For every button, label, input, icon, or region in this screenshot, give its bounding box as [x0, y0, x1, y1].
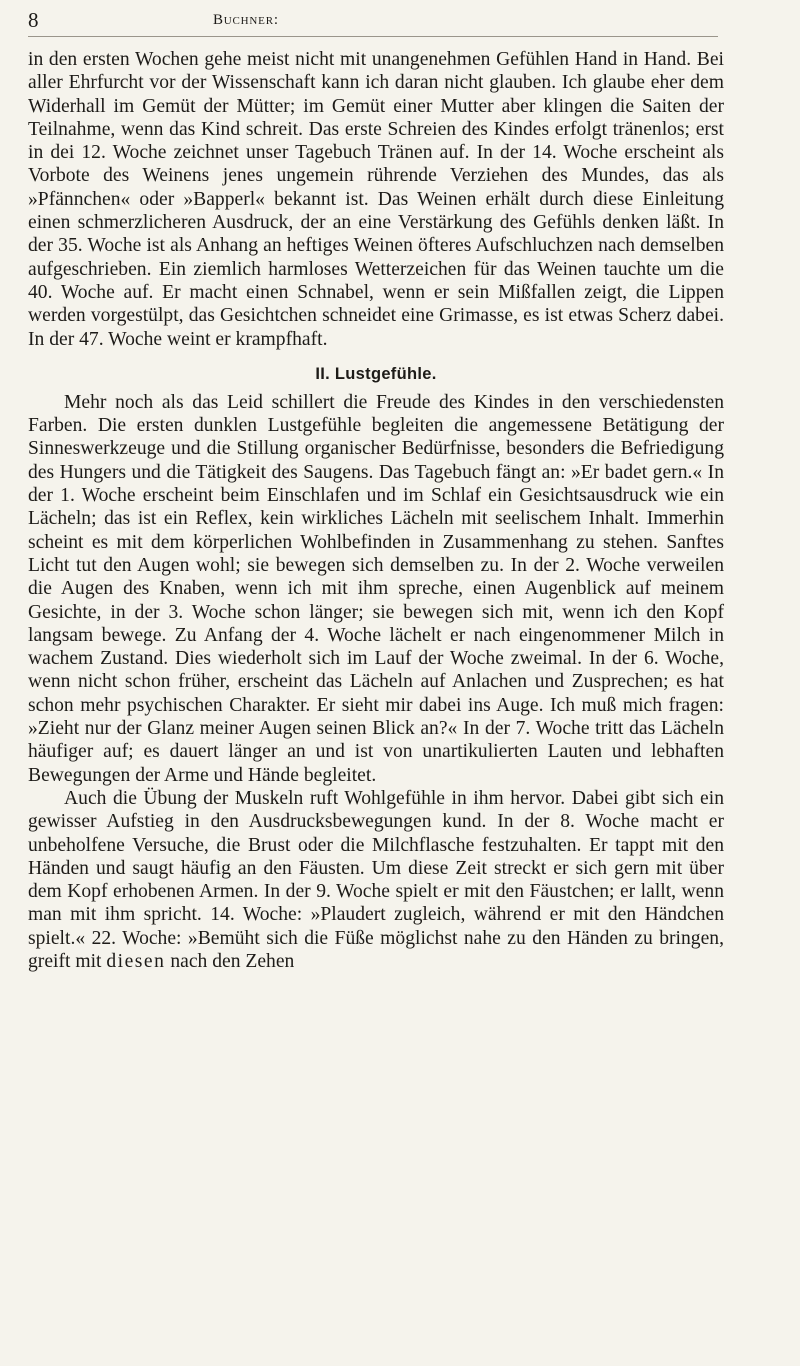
paragraph-weinen-continued: in den ersten Wochen gehe meist nicht mit unangenehmen Gefühlen Hand in Hand. Bei aller Ehrfurcht vor der Wissenschaft kann ich daran nicht glauben. Ich glaube eher dem Widerhall im Gemüt der Mütter; im Gemüt einer Mutter aber klingen die Saiten der Teilnahme, wenn das Kind schreit. Das erste Schreien des Kindes erfolgt tränenlos; erst in dei 12. Woche zeichnet unser Tagebuch Tränen auf. In der 14. Woche erscheint als Vorbote des Weinens jenes ungemein rührende Verziehen des Mundes, das als »Pfännchen« oder »Bapperl« bekannt ist. Das Weinen erhält durch diese Einleitung einen schmerzlicheren Ausdruck, der an eine Verstärkung des Gefühls denken läßt. In der 35. Woche ist als Anhang an heftiges Weinen öfteres Aufschluchzen nach demselben aufgeschrieben. Ein ziemlich harmloses Wetterzeichen für das Weinen tauchte um die 40. Woche auf. Er macht einen Schnabel, wenn er sein Mißfallen zeigt, die Lippen werden vorgestülpt, das Gesichtchen schneidet eine Grimasse, es ist etwas Scherz dabei. In der 47. Woche weint er krampfhaft.: [28, 49, 724, 350]
body-text: [28, 48, 724, 973]
running-head: [28, 6, 718, 37]
page-number: 8: [28, 8, 39, 32]
paragraph-muskeluebung: [28, 787, 724, 973]
section-heading-lustgefuehle: II. Lustgefühle.: [315, 364, 437, 383]
paragraph-lustgefuehle-intro: Mehr noch als das Leid schillert die Freude des Kindes in den verschiedensten Farben. Die ersten dunklen Lustgefühle begleiten die angemessene Betätigung der Sinneswerkzeuge und die Stillung organischer Bedürfnisse, besonders die Befriedigung des Hungers und die Tätigkeit des Saugens. Das Tagebuch fängt an: »Er badet gern.« In der 1. Woche erscheint beim Einschlafen und im Schlaf ein Gesichtsausdruck wie ein Lächeln; das ist ein Reflex, kein wirkliches Lächeln mit seelischem Inhalt. Immerhin scheint es mit dem körperlichen Wohlbefinden in Zusammenhang zu stehen. Sanftes Licht tut den Augen wohl; sie bewegen sich demselben zu. In der 2. Woche verweilen die Augen des Knaben, wenn ich mit ihm spreche, einen Augenblick auf meinem Gesichte, in der 3. Woche schon länger; sie bewegen sich mit, wenn ich den Kopf langsam bewege. Zu Anfang der 4. Woche lächelt er nach eingenommener Milch in wachem Zustand. Dies wiederholt sich im Lauf der Woche zweimal. In der 6. Woche, wenn nicht schon früher, erscheint das Lächeln auf Anlachen und Zusprechen; es hat schon mehr psychischen Charakter. Er sieht mir dabei ins Auge. Ich muß mich fragen: »Zieht nur der Glanz meiner Augen seinen Blick an?« In der 7. Woche tritt das Lächeln häufiger auf; es dauert länger an und ist von unartikulierten Lauten und lebhaften Bewegungen der Arme und Hände begleitet.: [28, 391, 724, 786]
paragraph-text-end: nach den Zehen: [165, 950, 295, 972]
spaced-emphasis: diesen: [106, 950, 166, 972]
paragraph-text: Auch die Übung der Muskeln ruft Wohlgefühle in ihm hervor. Dabei gibt sich ein gewisser Aufstieg in den Ausdrucksbewegungen kund. In der 8. Woche macht er unbeholfene Versuche, die Brust oder die Milchflasche festzuhalten. Er tappt mit den Händen und saugt häufig an den Fäusten. Um diese Zeit streckt er sich gern mit über dem Kopf erhobenen Armen. In der 9. Woche spielt er mit den Fäustchen; er lallt, wenn man mit ihm spricht. 14. Woche: »Plaudert zugleich, während er mit den Händchen spielt.« 22. Woche: »Bemüht sich die Füße möglichst nahe zu den Händen zu bringen, greift mit: [28, 787, 724, 972]
running-head-title: Buchner:: [213, 12, 279, 28]
